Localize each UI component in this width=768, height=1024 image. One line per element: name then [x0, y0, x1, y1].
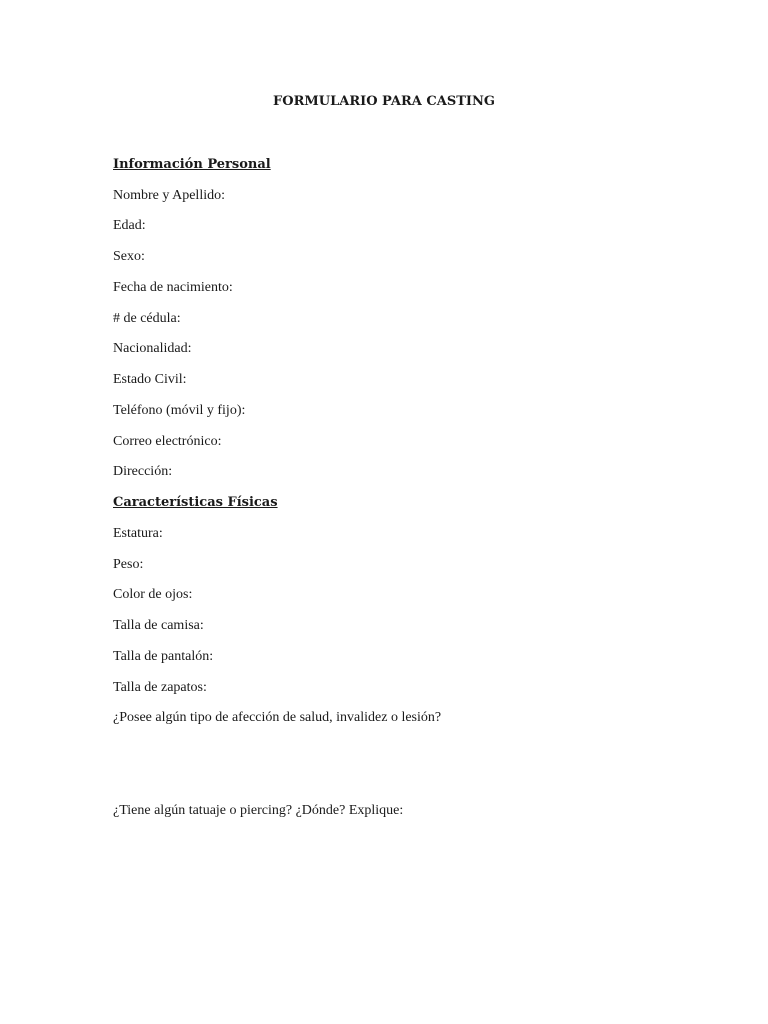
- field-label-peso: Peso:: [113, 557, 144, 572]
- field-label-estado-civil: Estado Civil:: [113, 372, 187, 387]
- field-label-edad: Edad:: [113, 218, 146, 233]
- field-label-sexo: Sexo:: [113, 249, 145, 264]
- field-label-telefono: Teléfono (móvil y fijo):: [113, 403, 246, 418]
- field-label-talla-zapatos: Talla de zapatos:: [113, 680, 207, 695]
- field-label-color-ojos: Color de ojos:: [113, 587, 193, 602]
- field-label-nacionalidad: Nacionalidad:: [113, 341, 192, 356]
- section-heading-personal: Información Personal: [113, 157, 271, 172]
- field-label-direccion: Dirección:: [113, 464, 173, 479]
- form-title: FORMULARIO PARA CASTING: [273, 94, 495, 109]
- field-label-correo: Correo electrónico:: [113, 434, 222, 449]
- field-label-cedula: # de cédula:: [113, 311, 181, 326]
- field-label-talla-camisa: Talla de camisa:: [113, 618, 204, 633]
- field-label-estatura: Estatura:: [113, 526, 163, 541]
- field-label-fecha-nacimiento: Fecha de nacimiento:: [113, 280, 233, 295]
- section-heading-physical: Características Físicas: [113, 495, 278, 510]
- field-label-nombre: Nombre y Apellido:: [113, 188, 225, 203]
- question-tatuaje: ¿Tiene algún tatuaje o piercing? ¿Dónde? Explique:: [113, 803, 404, 818]
- field-label-talla-pantalon: Talla de pantalón:: [113, 649, 214, 664]
- question-salud: ¿Posee algún tipo de afección de salud, invalidez o lesión?: [113, 710, 442, 725]
